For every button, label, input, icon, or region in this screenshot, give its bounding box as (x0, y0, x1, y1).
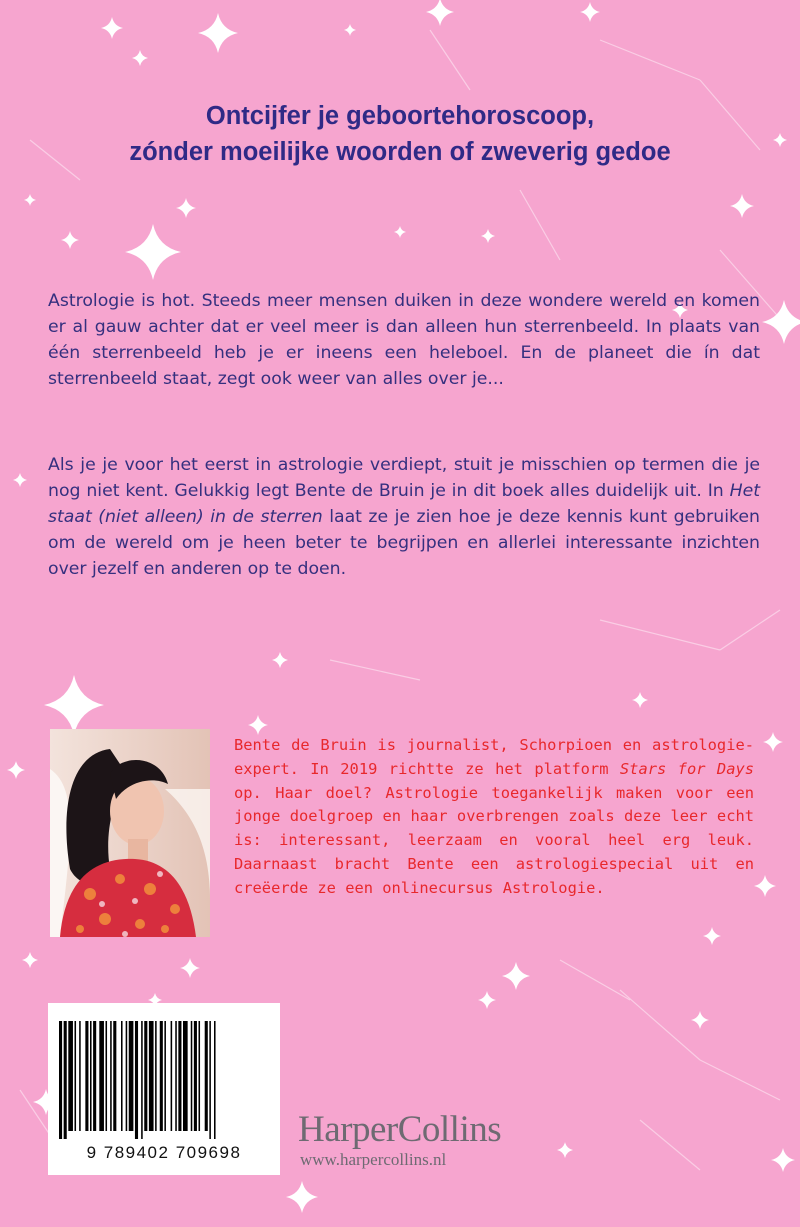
barcode-bar (175, 1021, 177, 1131)
sparkle-star-icon (730, 194, 754, 218)
sparkle-star-icon (248, 715, 268, 735)
constellation-line (640, 1120, 700, 1170)
sparkle-star-icon (286, 1181, 318, 1213)
isbn-number: 9 789402 709698 (86, 1143, 242, 1162)
book-title: Het staat (niet alleen) in de sterren (48, 481, 760, 527)
barcode-bar (93, 1021, 96, 1131)
headline-line-2: zónder moeilijke woorden of zweverig gedoe (129, 138, 671, 166)
sparkle-star-icon (557, 1142, 573, 1158)
barcode-bar (113, 1021, 116, 1131)
crescent-moon-icon (391, 20, 412, 49)
sparkle-star-icon (22, 952, 38, 968)
barcode-bar (129, 1021, 134, 1131)
barcode-bar (209, 1021, 211, 1139)
blurb-text-end: laat ze je zien hoe je deze kennis kunt gebruiken om de wereld om je heen beter te begrijpen en allerlei interessante inzichten over jezelf en anderen op te doen. (48, 507, 760, 579)
barcode-bar (59, 1021, 62, 1139)
crescent-moon-icon (695, 1126, 713, 1152)
publisher-logo: HarperCollins (298, 1109, 502, 1150)
sparkle-star-icon (198, 13, 238, 53)
sparkle-star-icon (125, 224, 181, 280)
constellation-line (600, 40, 700, 80)
barcode-bar (214, 1021, 216, 1139)
sparkle-star-icon (61, 231, 79, 249)
crescent-moon-icon (257, 225, 274, 253)
constellation-line (430, 30, 470, 90)
barcode-bar (141, 1021, 143, 1139)
constellation-line (700, 1060, 780, 1100)
sparkle-star-icon (426, 0, 454, 26)
sparkle-star-icon (7, 761, 25, 779)
sparkle-star-icon (24, 194, 36, 206)
crescent-moon-icon (649, 234, 665, 266)
crescent-moon-icon (551, 0, 563, 22)
sparkle-star-icon (580, 2, 600, 22)
sparkle-star-icon (44, 675, 104, 735)
barcode-bar (99, 1021, 104, 1131)
blurb-paragraph-2 (48, 452, 760, 582)
barcode-bar (64, 1021, 67, 1139)
sparkle-star-icon (132, 50, 148, 66)
barcode-bar (90, 1021, 92, 1131)
barcode-bar (121, 1021, 123, 1131)
sparkle-star-icon (101, 17, 123, 39)
publisher-url: www.harpercollins.nl (300, 1150, 447, 1169)
headline-line-1: Ontcijfer je geboortehoroscoop, (205, 102, 595, 130)
headline (0, 98, 800, 170)
sparkle-star-icon (344, 24, 356, 36)
barcode-bar (191, 1021, 193, 1131)
barcode-bar (149, 1021, 154, 1131)
barcode-bar (155, 1021, 157, 1131)
blurb-text-start: Als je je voor het eerst in astrologie verdiept, stuit je misschien op termen die je nog niet kent. Gelukkig legt Bente de Bruin je in dit boek alles duidelijk uit. In (48, 455, 760, 501)
sparkle-star-icon (703, 927, 721, 945)
barcode-bar (199, 1021, 201, 1131)
barcode-icon (59, 1021, 269, 1139)
barcode-bar (178, 1021, 181, 1131)
constellation-line (600, 620, 720, 650)
barcode-bar (79, 1021, 81, 1131)
author-bio (234, 734, 754, 901)
barcode-bar (85, 1021, 88, 1131)
crescent-moon-icon (643, 945, 663, 977)
barcode-bar (160, 1021, 163, 1131)
blurb-paragraph-1: Astrologie is hot. Steeds meer mensen duiken in deze wondere wereld en komen er al gauw achter dat er veel meer is dan alleen hun sterrenbeeld. In plaats van één sterrenbeeld heb je er ineens een heleboel. En de planeet die ín dat sterrenbeeld staat, zegt ook weer van alles over je... (48, 291, 760, 389)
constellation-line (560, 960, 630, 1000)
barcode-bar (164, 1021, 166, 1131)
constellation-line (520, 190, 560, 260)
barcode-bar (75, 1021, 77, 1131)
barcode-bar (171, 1021, 173, 1131)
author-photo (50, 729, 210, 937)
sparkle-star-icon (763, 732, 783, 752)
platform-name: Stars for Days (619, 759, 754, 778)
barcode-bar (205, 1021, 208, 1131)
barcode-bar (126, 1021, 128, 1131)
sparkle-star-icon (180, 958, 200, 978)
barcode-bar (194, 1021, 197, 1131)
sparkle-star-icon (394, 226, 406, 238)
barcode-bar (110, 1021, 112, 1131)
bio-text-start: Bente de Bruin is journalist, Schorpioen en astrologie-expert. In 2019 richtte ze het platform (234, 736, 754, 778)
sparkle-star-icon (502, 962, 530, 990)
sparkle-star-icon (754, 875, 776, 897)
barcode-bar (68, 1021, 73, 1131)
sparkle-star-icon (272, 652, 288, 668)
sparkle-star-icon (478, 991, 496, 1009)
sparkle-star-icon (632, 692, 648, 708)
sparkle-star-icon (176, 198, 196, 218)
sparkle-star-icon (762, 300, 800, 344)
sparkle-star-icon (13, 473, 27, 487)
barcode-bar (144, 1021, 147, 1131)
sparkle-star-icon (481, 229, 495, 243)
constellation-line (620, 990, 700, 1060)
constellation-line (720, 610, 780, 650)
bio-text-end: op. Haar doel? Astrologie toegankelijk maken voor een jonge doelgroep en haar overbrengen zoals deze leer echt is: interessant, leerzaam en vooral heel erg leuk. Daarnaast bracht Bente een astrologiespecial uit en creëerde ze een onlinecursus Astrologie. (234, 783, 754, 897)
constellation-line (330, 660, 420, 680)
barcode-panel (48, 1003, 280, 1175)
barcode-bar (135, 1021, 138, 1139)
sparkle-star-icon (691, 1011, 709, 1029)
barcode-bar (183, 1021, 188, 1131)
barcode-bar (106, 1021, 108, 1131)
sparkle-star-icon (771, 1148, 795, 1172)
